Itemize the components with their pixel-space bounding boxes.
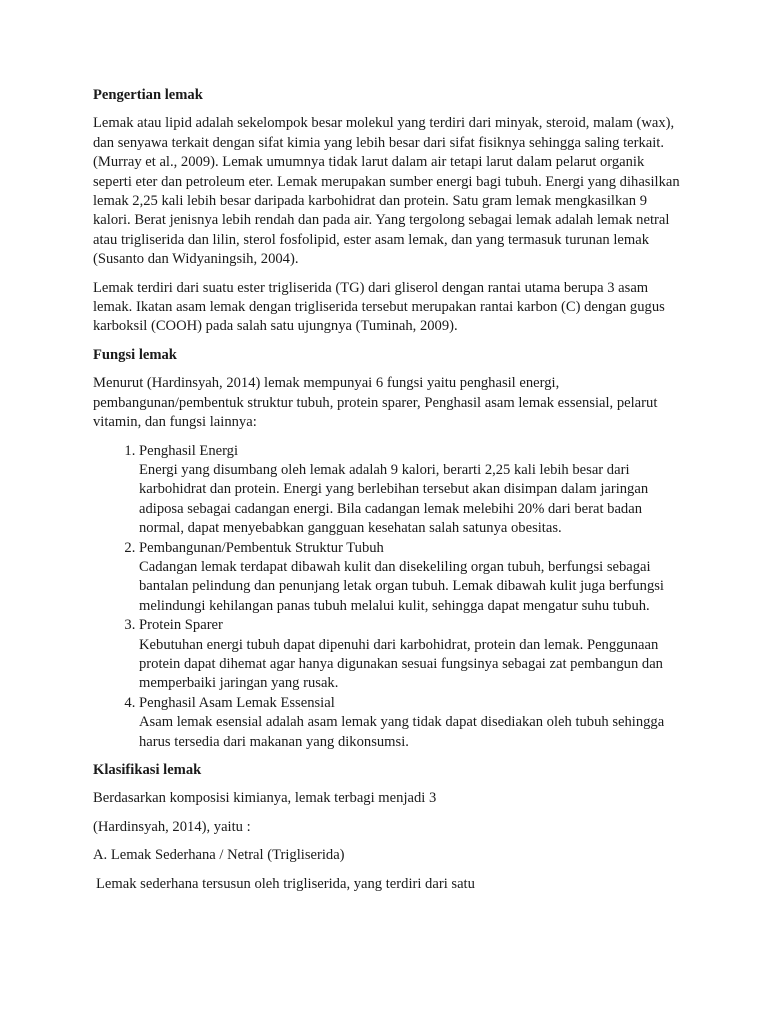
list-item	[139, 616, 683, 694]
list-item	[139, 694, 683, 752]
fungsi-list	[93, 442, 683, 753]
heading-fungsi-lemak: Fungsi lemak	[93, 346, 177, 363]
list-item-body: Cadangan lemak terdapat dibawah kulit dan disekeliling organ tubuh, berfungsi sebagai bantalan pelindung dan penunjang letak organ tubuh. Lemak dibawah kulit juga berfungsi melindungi kehilangan panas tubuh melalui kulit, sehingga dapat mengatur suhu tubuh.	[139, 558, 664, 614]
paragraph-klasifikasi-line3: A. Lemak Sederhana / Netral (Trigliserida)	[93, 847, 345, 864]
list-item-body: Asam lemak esensial adalah asam lemak yang tidak dapat disediakan oleh tubuh sehingga harus tersedia dari makanan yang dikonsumsi.	[139, 714, 665, 750]
paragraph-pengertian-2: Lemak terdiri dari suatu ester trigliserida (TG) dari gliserol dengan rantai utama berupa 3 asam lemak. Ikatan asam lemak dengan trigliserida tersebut merupakan rantai karbon (C) dengan gugus karboksil (COOH) pada salah satu ujungnya (Tuminah, 2009).	[93, 279, 665, 335]
heading-pengertian-lemak: Pengertian lemak	[93, 87, 203, 103]
paragraph-klasifikasi-line2: (Hardinsyah, 2014), yaitu :	[93, 818, 251, 835]
list-item	[139, 539, 683, 617]
list-item-title: 3. Protein Sparer	[139, 617, 223, 634]
list-item-body: Kebutuhan energi tubuh dapat dipenuhi dari karbohidrat, protein dan lemak. Penggunaan protein dapat dihemat agar hanya digunakan sesuai fungsinya sebagai zat pembangun dan memperbaiki jaringan yang rusak.	[139, 636, 663, 692]
document-body	[93, 86, 683, 903]
list-item-title: 2. Pembangunan/Pembentuk Struktur Tubuh	[139, 539, 384, 556]
paragraph-klasifikasi-line1: Berdasarkan komposisi kimianya, lemak terbagi menjadi 3	[93, 790, 437, 807]
list-item-title: 4. Penghasil Asam Lemak Essensial	[139, 694, 335, 711]
list-item-body: Energi yang disumbang oleh lemak adalah 9 kalori, berarti 2,25 kali lebih besar dari karbohidrat dan protein. Energi yang berlebihan tersebut akan disimpan dalam jaringan adiposa sebagai cadangan energi. Bila cadangan lemak melebihi 20% dari berat badan normal, dapat menyebabkan gangguan kesehatan salah satunya obesitas.	[139, 461, 649, 537]
list-item-title: 1. Penghasil Energi	[139, 442, 239, 459]
list-item	[139, 442, 683, 539]
paragraph-pengertian-1: Lemak atau lipid adalah sekelompok besar molekul yang terdiri dari minyak, steroid, malam (wax), dan senyawa terkait dengan sifat kimia yang lebih besar dari sifat fisiknya sehingga saling terkait. (Murray et al., 2009). Lemak umumnya tidak larut dalam air tetapi larut dalam pelarut organik seperti eter dan petroleum eter. Lemak merupakan sumber energi bagi tubuh. Energi yang dihasilkan lemak 2,25 kali lebih besar daripada karbohidrat dan protein. Satu gram lemak mengkasilkan 9 kalori. Berat jenisnya lebih rendah dan pada air. Yang tergolong sebagai lemak adalah lemak netral atau trigliserida dan lilin, sterol fosfolipid, ester asam lemak, dan yang termasuk turunan lemak (Susanto dan Widyaningsih, 2004).	[93, 115, 680, 268]
heading-klasifikasi-lemak: Klasifikasi lemak	[93, 762, 202, 778]
paragraph-fungsi-intro: Menurut (Hardinsyah, 2014) lemak mempunyai 6 fungsi yaitu penghasil energi, pembangunan/pembentuk struktur tubuh, protein sparer, Penghasil asam lemak essensial, pelarut vitamin, dan fungsi lainnya:	[93, 375, 658, 431]
paragraph-klasifikasi-line4: Lemak sederhana tersusun oleh trigliserida, yang terdiri dari satu	[96, 875, 475, 892]
